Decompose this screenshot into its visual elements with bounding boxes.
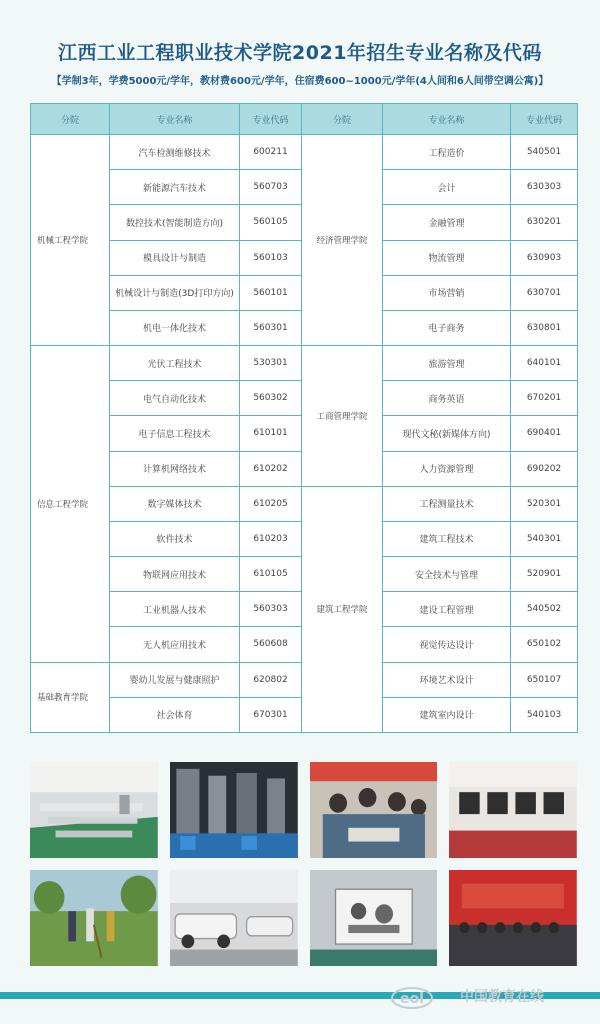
major-code-cell: 520301 [511, 486, 578, 521]
table-row [31, 486, 578, 521]
major-code-cell: 530301 [240, 346, 302, 381]
major-name-cell: 工程测量技术 [383, 486, 511, 521]
col-header-major-right: 专业名称 [383, 104, 511, 135]
photo-gallery [30, 762, 577, 966]
photo-engine-display [310, 870, 438, 966]
major-code-cell: 560303 [240, 592, 302, 627]
major-code-cell: 630801 [511, 310, 578, 345]
department-cell: 建筑工程学院 [302, 486, 383, 732]
table-body [31, 135, 578, 733]
major-name-cell: 物联网应用技术 [110, 557, 240, 592]
major-code-cell: 520901 [511, 557, 578, 592]
major-name-cell: 模具设计与制造 [110, 240, 240, 275]
major-code-cell: 630201 [511, 205, 578, 240]
major-name-cell: 数字媒体技术 [110, 486, 240, 521]
photo-student-group [310, 762, 438, 858]
department-cell: 经济管理学院 [302, 135, 383, 346]
major-code-cell: 690401 [511, 416, 578, 451]
majors-table-container [30, 103, 577, 733]
major-name-cell: 建筑室内设计 [383, 697, 511, 732]
photo-workshop-lab [30, 762, 158, 858]
major-name-cell: 计算机网络技术 [110, 451, 240, 486]
major-code-cell: 560103 [240, 240, 302, 275]
major-name-cell: 软件技术 [110, 521, 240, 556]
major-name-cell: 汽车检测维修技术 [110, 135, 240, 170]
major-name-cell: 建设工程管理 [383, 592, 511, 627]
major-name-cell: 机电一体化技术 [110, 310, 240, 345]
watermark-text: 中国教育在线 [460, 989, 544, 1005]
major-name-cell: 婴幼儿发展与健康照护 [110, 662, 240, 697]
major-code-cell: 560105 [240, 205, 302, 240]
major-name-cell: 电子信息工程技术 [110, 416, 240, 451]
major-code-cell: 560101 [240, 275, 302, 310]
major-name-cell: 工程造价 [383, 135, 511, 170]
majors-table [30, 103, 578, 733]
major-code-cell: 540301 [511, 521, 578, 556]
major-name-cell: 工业机器人技术 [110, 592, 240, 627]
photo-equipment-lab [170, 762, 298, 858]
major-name-cell: 金融管理 [383, 205, 511, 240]
photo-ceremony [449, 870, 577, 966]
department-cell: 基础教育学院 [31, 662, 110, 732]
major-code-cell: 600211 [240, 135, 302, 170]
major-code-cell: 560608 [240, 627, 302, 662]
major-name-cell: 会计 [383, 170, 511, 205]
major-name-cell: 人力资源管理 [383, 451, 511, 486]
department-cell: 工商管理学院 [302, 346, 383, 487]
major-code-cell: 540103 [511, 697, 578, 732]
major-code-cell: 610202 [240, 451, 302, 486]
major-name-cell: 市场营销 [383, 275, 511, 310]
major-code-cell: 540501 [511, 135, 578, 170]
page-title: 江西工业工程职业技术学院2021年招生专业名称及代码 [58, 42, 542, 64]
department-cell: 信息工程学院 [31, 346, 110, 663]
major-code-cell: 630303 [511, 170, 578, 205]
major-name-cell: 现代文秘(新媒体方向) [383, 416, 511, 451]
major-name-cell: 无人机应用技术 [110, 627, 240, 662]
major-code-cell: 610205 [240, 486, 302, 521]
major-name-cell: 环境艺术设计 [383, 662, 511, 697]
col-header-dept-left: 分院 [31, 104, 110, 135]
col-header-code-right: 专业代码 [511, 104, 578, 135]
major-code-cell: 630701 [511, 275, 578, 310]
major-code-cell: 540502 [511, 592, 578, 627]
col-header-major-left: 专业名称 [110, 104, 240, 135]
major-name-cell: 视觉传达设计 [383, 627, 511, 662]
major-name-cell: 数控技术(智能制造方向) [110, 205, 240, 240]
col-header-dept-right: 分院 [302, 104, 383, 135]
photo-automotive [170, 870, 298, 966]
major-code-cell: 610101 [240, 416, 302, 451]
major-name-cell: 机械设计与制造(3D打印方向) [110, 275, 240, 310]
major-name-cell: 光伏工程技术 [110, 346, 240, 381]
page-subtitle: 【学制3年，学费5000元/学年，教材费600元/学年，住宿费600~1000元/学年(4人间和6人间带空调公寓)】 [51, 76, 549, 87]
major-code-cell: 630903 [511, 240, 578, 275]
major-name-cell: 建筑工程技术 [383, 521, 511, 556]
major-code-cell: 650107 [511, 662, 578, 697]
major-name-cell: 新能源汽车技术 [110, 170, 240, 205]
major-code-cell: 670201 [511, 381, 578, 416]
major-name-cell: 旅游管理 [383, 346, 511, 381]
major-code-cell: 560301 [240, 310, 302, 345]
major-code-cell: 560703 [240, 170, 302, 205]
major-code-cell: 690202 [511, 451, 578, 486]
photo-exhibition [449, 762, 577, 858]
major-name-cell: 商务英语 [383, 381, 511, 416]
major-code-cell: 640101 [511, 346, 578, 381]
major-code-cell: 620802 [240, 662, 302, 697]
major-code-cell: 560302 [240, 381, 302, 416]
major-name-cell: 安全技术与管理 [383, 557, 511, 592]
col-header-code-left: 专业代码 [240, 104, 302, 135]
svg-text:eol: eol [400, 991, 424, 1007]
table-row [31, 346, 578, 381]
table-row [31, 135, 578, 170]
major-code-cell: 610105 [240, 557, 302, 592]
eol-logo-icon [390, 982, 452, 1010]
major-name-cell: 物流管理 [383, 240, 511, 275]
major-code-cell: 650102 [511, 627, 578, 662]
major-name-cell: 电气自动化技术 [110, 381, 240, 416]
major-code-cell: 610203 [240, 521, 302, 556]
major-code-cell: 670301 [240, 697, 302, 732]
major-name-cell: 社会体育 [110, 697, 240, 732]
watermark [390, 982, 590, 1012]
photo-surveying [30, 870, 158, 966]
table-header-row [31, 104, 578, 135]
major-name-cell: 电子商务 [383, 310, 511, 345]
department-cell: 机械工程学院 [31, 135, 110, 346]
